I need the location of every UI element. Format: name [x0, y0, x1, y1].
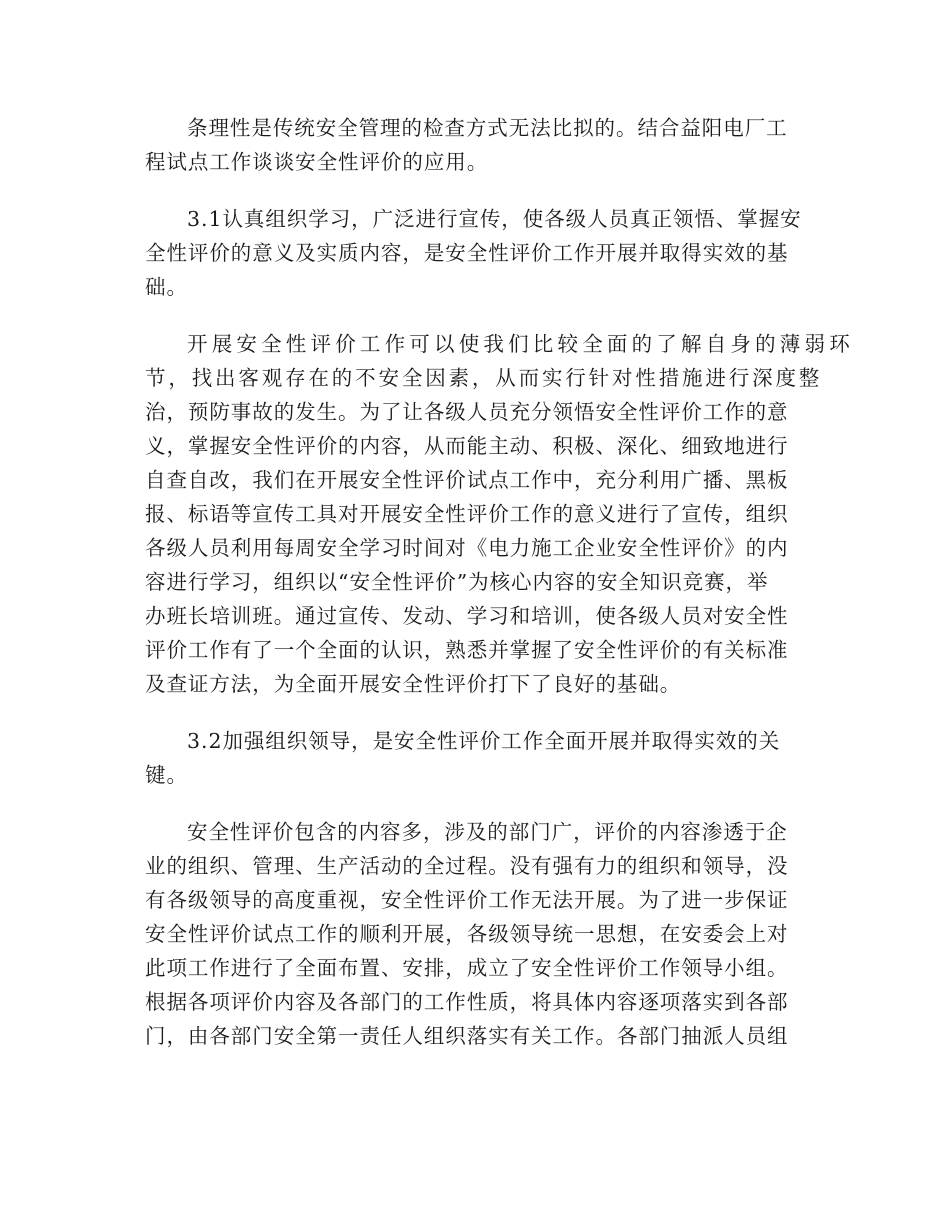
text-line: 节，找出客观存在的不安全因素，从而实行针对性措施进行深度整 — [145, 366, 823, 390]
text-line: 评价工作有了一个全面的认识，熟悉并掌握了安全性评价的有关标准 — [145, 638, 789, 662]
text-line: 门，由各部门安全第一责任人组织落实有关工作。各部门抽派人员组 — [145, 1024, 789, 1048]
text-line: 根据各项评价内容及各部门的工作性质，将具体内容逐项落实到各部 — [145, 990, 789, 1014]
text-line: 3.1认真组织学习，广泛进行宣传，使各级人员真正领悟、掌握安 — [187, 207, 802, 231]
text-line: 有各级领导的高度重视，安全性评价工作无法开展。为了进一步保证 — [145, 888, 789, 912]
text-line: 报、标语等宣传工具对开展安全性评价工作的意义进行了宣传，组织 — [145, 502, 789, 526]
text-line: 各级人员利用每周安全学习时间对《电力施工企业安全性评价》的内 — [145, 536, 789, 560]
text-line: 此项工作进行了全面布置、安排，成立了安全性评价工作领导小组。 — [145, 956, 789, 980]
text-line: 容进行学习，组织以“安全性评价”为核心内容的安全知识竞赛，举 — [145, 570, 769, 594]
text-line: 程试点工作谈谈安全性评价的应用。 — [145, 150, 489, 174]
text-line: 办班长培训班。通过宣传、发动、学习和培训，使各级人员对安全性 — [145, 604, 789, 628]
text-line: 治，预防事故的发生。为了让各级人员充分领悟安全性评价工作的意 — [145, 400, 789, 424]
text-line: 础。 — [145, 275, 188, 299]
text-line: 全性评价的意义及实质内容，是安全性评价工作开展并取得实效的基 — [145, 241, 789, 265]
text-line: 3.2加强组织领导，是安全性评价工作全面开展并取得实效的关 — [187, 729, 781, 753]
text-line: 安全性评价试点工作的顺利开展，各级领导统一思想，在安委会上对 — [145, 922, 789, 946]
text-line: 及查证方法，为全面开展安全性评价打下了良好的基础。 — [145, 672, 682, 696]
text-line: 条理性是传统安全管理的检查方式无法比拟的。结合益阳电厂工 — [187, 116, 788, 140]
text-line: 业的组织、管理、生产活动的全过程。没有强有力的组织和领导，没 — [145, 854, 789, 878]
text-line: 自查自改，我们在开展安全性评价试点工作中，充分利用广播、黑板 — [145, 468, 789, 492]
text-line: 安全性评价包含的内容多，涉及的部门广，评价的内容渗透于企 — [187, 820, 788, 844]
text-line: 键。 — [145, 763, 188, 787]
text-line: 义，掌握安全性评价的内容，从而能主动、积极、深化、细致地进行 — [145, 434, 789, 458]
text-line: 开展安全性评价工作可以使我们比较全面的了解自身的薄弱环 — [187, 332, 854, 356]
